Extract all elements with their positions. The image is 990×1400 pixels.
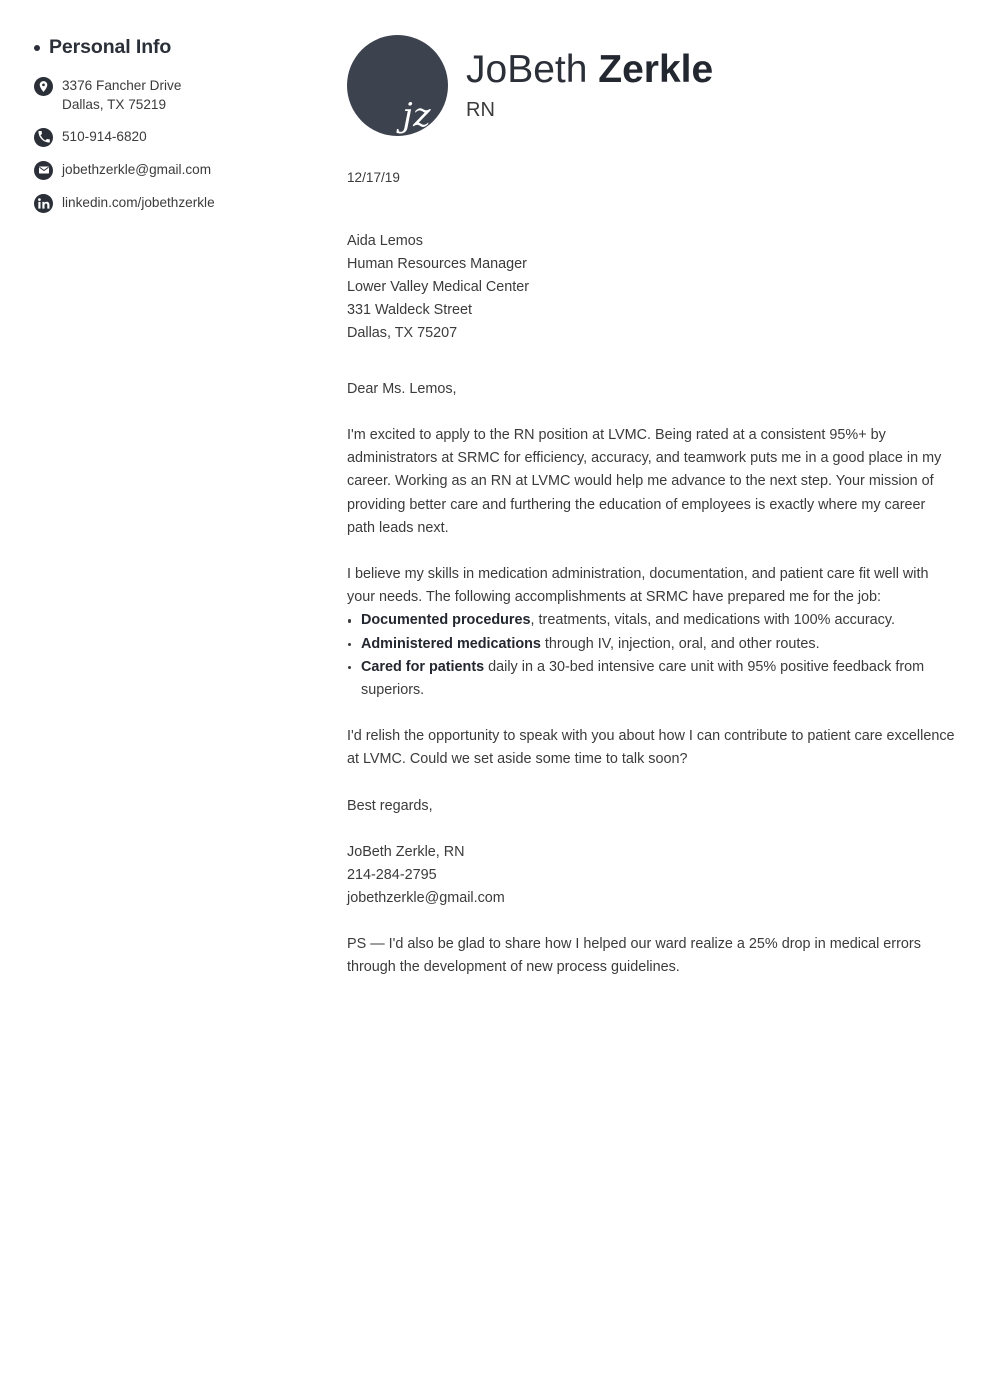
avatar-initials: jz: [402, 95, 431, 134]
job-title: RN: [466, 99, 495, 122]
recipient-street: 331 Waldeck Street: [347, 302, 473, 318]
location-pin-icon: [34, 77, 53, 96]
signature-name: JoBeth Zerkle, RN: [347, 843, 465, 860]
envelope-icon: [34, 161, 53, 180]
bullet-rest: daily in a 30-bed intensive care unit with 95% positive feedback from superiors.: [361, 658, 925, 699]
list-item: [347, 656, 955, 702]
contact-item-address: [34, 76, 323, 114]
sidebar-personal-info: [0, 0, 347, 1400]
salutation: Dear Ms. Lemos,: [347, 381, 457, 397]
recipient-address-block: [347, 230, 955, 345]
bullet-rest: , treatments, vitals, and medications with 100% accuracy.: [530, 612, 895, 629]
list-item: [347, 633, 955, 656]
bullet-dot-icon: [34, 45, 40, 51]
avatar: [347, 35, 448, 136]
sidebar-heading: [34, 38, 323, 58]
signature-block: [347, 841, 955, 911]
body-paragraph-3: I'd relish the opportunity to speak with you about how I can contribute to patient care excellence at LVMC. Could we set aside some time to talk soon?: [347, 728, 955, 768]
last-name: Zerkle: [598, 48, 714, 91]
contact-phone-text: 510-914-6820: [62, 128, 147, 144]
address-line-2: Dallas, TX 75219: [62, 96, 167, 112]
body-paragraph-2: I believe my skills in medication administration, documentation, and patient care fit well with your needs. The following accomplishments at SRMC have prepared me for the job:: [347, 566, 929, 606]
accomplishments-list: [347, 609, 955, 702]
phone-icon: [34, 128, 53, 147]
address-line-1: 3376 Fancher Drive: [62, 77, 182, 93]
first-name: JoBeth: [466, 48, 599, 91]
contact-address-text: [62, 76, 181, 114]
contact-item-linkedin: [34, 193, 323, 213]
bullet-rest: through IV, injection, oral, and other routes.: [540, 635, 820, 652]
bullet-lead-in: Cared for patients: [361, 658, 485, 675]
sidebar-heading-label: Personal Info: [49, 36, 172, 58]
recipient-title: Human Resources Manager: [347, 256, 527, 272]
contact-item-phone: [34, 127, 323, 147]
contact-email-text: jobethzerkle@gmail.com: [62, 161, 212, 177]
bullet-lead-in: Administered medications: [361, 635, 541, 652]
body-paragraph-1: I'm excited to apply to the RN position at LVMC. Being rated at a consistent 95%+ by administrators at SRMC for efficiency, accuracy, and teamwork puts me in a good place in my career. Working as an RN at LVMC would help me advance to the next step. Your mission of providing better care and furthering the education of employees is exactly where my career path leads next.: [347, 427, 942, 536]
letter-header: [347, 35, 955, 136]
contact-linkedin-text: linkedin.com/jobethzerkle: [62, 194, 215, 210]
postscript: PS — I'd also be glad to share how I helped our ward realize a 25% drop in medical errors through the development of new process guidelines.: [347, 936, 921, 976]
contact-list: [34, 76, 323, 213]
signature-email: jobethzerkle@gmail.com: [347, 890, 505, 907]
signoff: Best regards,: [347, 797, 433, 814]
recipient-company: Lower Valley Medical Center: [347, 279, 530, 295]
recipient-city-state-zip: Dallas, TX 75207: [347, 325, 458, 341]
bullet-lead-in: Documented procedures: [361, 612, 531, 629]
contact-item-email: [34, 160, 323, 180]
list-item: [347, 609, 955, 632]
page-title: [466, 49, 713, 90]
linkedin-icon: [34, 194, 53, 213]
letter-date: 12/17/19: [347, 170, 400, 185]
name-block: [466, 35, 713, 122]
recipient-name: Aida Lemos: [347, 233, 423, 249]
letter-content: [347, 0, 990, 1400]
signature-phone: 214-284-2795: [347, 866, 437, 883]
